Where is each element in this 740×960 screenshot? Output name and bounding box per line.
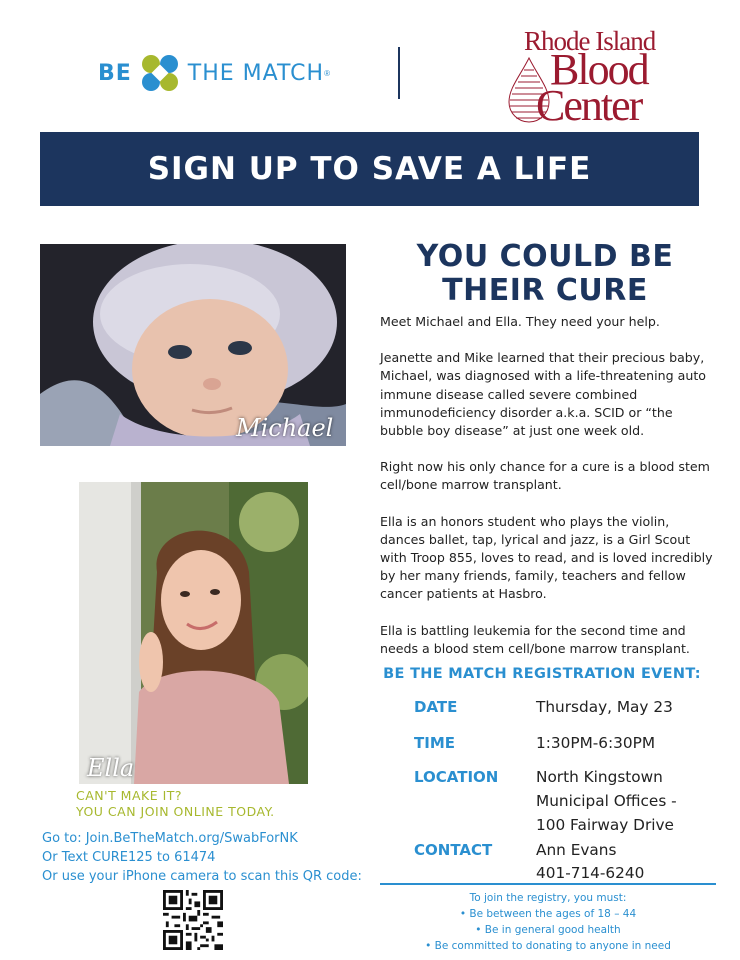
headline-line-2: THEIR CURE xyxy=(442,273,648,308)
location-line-1: North Kingstown xyxy=(536,768,663,786)
michael-photo xyxy=(40,244,346,446)
registered-mark: ® xyxy=(324,68,330,78)
registry-requirements xyxy=(380,890,716,954)
date-value: Thursday, May 23 xyxy=(536,698,673,716)
location-line-2: Municipal Offices - xyxy=(536,792,677,810)
requirements-intro: To join the registry, you must: xyxy=(469,892,627,904)
text-to-join: Or Text CURE125 to 61474 xyxy=(42,850,216,865)
contact-label: CONTACT xyxy=(414,841,493,859)
scan-qr-text: Or use your iPhone camera to scan this QR code: xyxy=(42,869,362,884)
story-paragraph: Ella is an honors student who plays the violin, dances ballet, tap, lyrical and jazz, is a Girl Scout with Troop 855, loves to read, and is loved incredibly by her many friends, family, teachers and fellow cancer patients at Hasbro. xyxy=(380,513,713,602)
be-the-match-logo xyxy=(98,50,330,96)
story-body xyxy=(380,313,714,676)
contact-name: Ann Evans xyxy=(536,841,617,859)
time-label: TIME xyxy=(414,734,455,752)
headline xyxy=(380,240,710,308)
be-the-match-flower-icon xyxy=(138,51,182,95)
time-value: 1:30PM-6:30PM xyxy=(536,734,656,752)
ella-photo xyxy=(79,482,308,784)
location-label: LOCATION xyxy=(414,768,499,786)
cant-make-it-text: CAN'T MAKE IT? xyxy=(76,788,183,803)
qr-code-icon xyxy=(163,890,223,950)
banner-title: SIGN UP TO SAVE A LIFE xyxy=(147,151,592,187)
story-paragraph: Jeanette and Mike learned that their precious baby, Michael, was diagnosed with a life-threatening auto immune disease called severe combined immunodeficiency disorder a.k.a. SCID or “the bubble boy disease” at just one week old. xyxy=(380,350,706,439)
location-line-3: 100 Fairway Drive xyxy=(536,816,674,834)
contact-phone: 401-714-6240 xyxy=(536,864,645,882)
headline-line-1: YOU COULD BE xyxy=(416,239,674,274)
requirement-item: • Be between the ages of 18 – 44 xyxy=(459,908,637,920)
logo-blood-text: Blood xyxy=(550,45,648,94)
requirement-item: • Be committed to donating to anyone in need xyxy=(425,940,671,952)
join-online-callout xyxy=(76,788,356,820)
story-paragraph: Meet Michael and Ella. They need your help. xyxy=(380,314,660,329)
logo-center-text: Center xyxy=(536,81,642,130)
event-heading: BE THE MATCH REGISTRATION EVENT: xyxy=(383,666,701,682)
title-banner xyxy=(40,132,699,206)
logo-rhode-island-text: Rhode Island xyxy=(524,26,656,56)
michael-caption: Michael xyxy=(236,414,334,442)
ella-caption: Ella xyxy=(87,754,135,782)
logo-the-match-text: THE MATCH xyxy=(187,60,325,86)
requirement-item: • Be in general good health xyxy=(475,924,621,936)
date-label: DATE xyxy=(414,698,458,716)
signup-url-text: Go to: Join.BeTheMatch.org/SwabForNK xyxy=(42,831,298,846)
logo-divider xyxy=(398,47,400,99)
rhode-island-blood-center-logo xyxy=(506,26,676,130)
join-online-text: YOU CAN JOIN ONLINE TODAY. xyxy=(76,804,275,819)
online-instructions xyxy=(42,829,362,886)
story-paragraph: Right now his only chance for a cure is a blood stem cell/bone marrow transplant. xyxy=(380,459,710,493)
divider-rule xyxy=(380,883,716,885)
story-paragraph: Ella is battling leukemia for the second time and needs a blood stem cell/bone marrow transplant. xyxy=(380,622,690,656)
logo-be-text: BE xyxy=(98,60,132,86)
